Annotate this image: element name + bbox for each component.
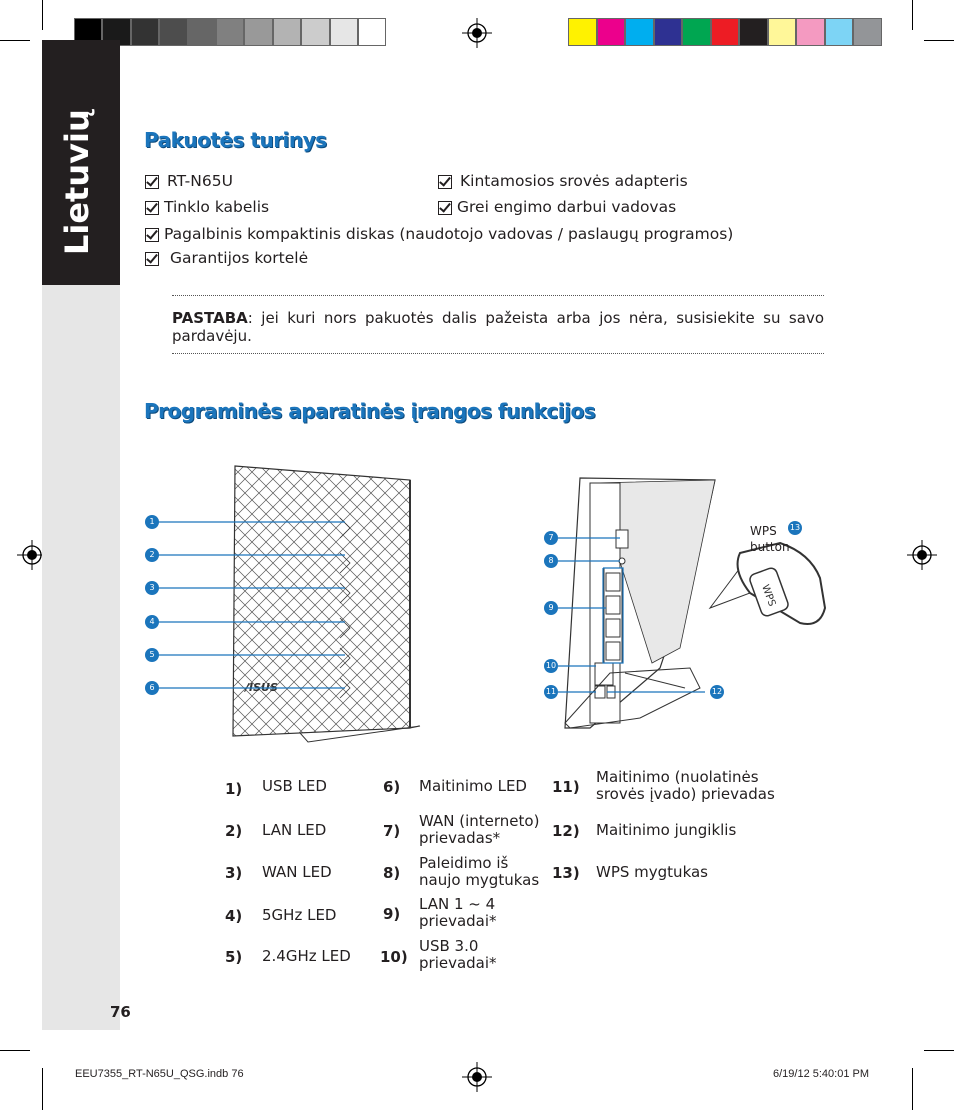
- callout-3: 3: [145, 581, 159, 595]
- crop-mark: [924, 40, 954, 41]
- legend-text: 2.4GHz LED: [262, 947, 351, 965]
- callout-7: 7: [544, 531, 558, 545]
- package-item: Tinklo kabelis: [145, 198, 269, 216]
- callout-10: 10: [544, 659, 558, 673]
- legend-number: 12): [552, 822, 580, 840]
- registration-mark-icon: [462, 18, 492, 48]
- legend-text: 5GHz LED: [262, 906, 337, 924]
- callout-8: 8: [544, 554, 558, 568]
- color-swatch: [768, 18, 797, 46]
- legend-text: USB 3.0 prievadai*: [419, 937, 497, 972]
- checkbox-checked-icon: [438, 201, 452, 215]
- color-swatch: [159, 18, 187, 46]
- router-front-view: [233, 466, 420, 742]
- legend-number: 1): [225, 780, 243, 798]
- callout-1: 1: [145, 515, 159, 529]
- checkbox-checked-icon: [438, 175, 452, 189]
- legend-number: 10): [380, 948, 408, 966]
- page-number: 76: [110, 1003, 131, 1021]
- color-swatch: [188, 18, 216, 46]
- color-swatch: [330, 18, 358, 46]
- crop-mark: [912, 0, 913, 30]
- registration-mark-icon: [462, 1062, 492, 1092]
- checkbox-checked-icon: [145, 201, 159, 215]
- footer-date: 6/19/12 5:40:01 PM: [773, 1068, 870, 1080]
- legend-number: 6): [383, 778, 401, 796]
- color-swatch: [131, 18, 159, 46]
- legend-number: 9): [383, 905, 401, 923]
- crop-mark: [912, 1068, 913, 1110]
- legend-text: LAN LED: [262, 821, 327, 839]
- color-swatch: [796, 18, 825, 46]
- note-divider: [172, 295, 824, 296]
- callout-6: 6: [145, 681, 159, 695]
- color-swatch: [654, 18, 683, 46]
- legend-number: 2): [225, 822, 243, 840]
- legend-text: WAN (interneto) prievadas*: [419, 812, 540, 847]
- router-back-view: [565, 478, 715, 728]
- legend-text: USB LED: [262, 777, 327, 795]
- crop-mark: [924, 1050, 954, 1051]
- color-swatch: [682, 18, 711, 46]
- legend-text: Paleidimo iš naujo mygtukas: [419, 854, 540, 889]
- legend-number: 5): [225, 948, 243, 966]
- wps-button-caption-line1: WPS: [750, 524, 777, 538]
- callout-5: 5: [145, 648, 159, 662]
- color-swatch: [825, 18, 854, 46]
- brand-logo: /ISUS: [245, 681, 278, 694]
- router-diagram: [140, 458, 830, 763]
- side-strip: [42, 285, 120, 1030]
- wps-button-label: WPS: [759, 583, 778, 608]
- callout-12: 12: [710, 685, 724, 699]
- package-item: Garantijos kortelė: [145, 249, 308, 267]
- callout-2: 2: [145, 548, 159, 562]
- section-title-package-contents: Pakuotės turinys: [144, 128, 327, 152]
- crop-mark: [42, 0, 43, 30]
- footer-file-name: EEU7355_RT-N65U_QSG.indb 76: [75, 1068, 244, 1080]
- legend-number: 4): [225, 907, 243, 925]
- note: PASTABA: jei kuri nors pakuotės dalis pažeista arba jos nėra, susisiekite su savo pardavėju.: [172, 309, 824, 345]
- legend-number: 7): [383, 822, 401, 840]
- legend-number: 11): [552, 778, 580, 796]
- color-swatch: [711, 18, 740, 46]
- crop-mark: [0, 1050, 30, 1051]
- legend-text: Maitinimo (nuolatinės srovės įvado) prievadas: [596, 768, 775, 803]
- legend-text: WAN LED: [262, 863, 332, 881]
- legend-text: Maitinimo jungiklis: [596, 821, 737, 839]
- callout-11: 11: [544, 685, 558, 699]
- legend-text: LAN 1 ~ 4 prievadai*: [419, 895, 497, 930]
- color-swatch: [597, 18, 626, 46]
- callout-13: 13: [788, 521, 802, 535]
- checkbox-checked-icon: [145, 228, 159, 242]
- package-item: Kintamosios srovės adapteris: [438, 172, 688, 190]
- callout-9: 9: [544, 601, 558, 615]
- crop-mark: [42, 1068, 43, 1110]
- checkbox-checked-icon: [145, 252, 159, 266]
- color-swatch: [739, 18, 768, 46]
- legend-number: 3): [225, 864, 243, 882]
- section-title-hardware-features: Programinės aparatinės įrangos funkcijos: [144, 399, 596, 423]
- color-swatch: [358, 18, 386, 46]
- note-divider: [172, 353, 824, 354]
- wps-button-caption-line2: button: [750, 540, 790, 554]
- language-tab-label: Lietuvių: [58, 109, 96, 255]
- color-swatch: [625, 18, 654, 46]
- color-swatch: [853, 18, 882, 46]
- checkbox-checked-icon: [145, 175, 159, 189]
- crop-mark: [0, 40, 30, 41]
- color-swatch: [216, 18, 244, 46]
- legend-number: 8): [383, 864, 401, 882]
- wps-magnified-view: [710, 543, 825, 624]
- package-item: Pagalbinis kompaktinis diskas (naudotojo vadovas / paslaugų programos): [145, 225, 733, 243]
- color-swatch: [301, 18, 329, 46]
- legend-text: WPS mygtukas: [596, 863, 708, 881]
- color-swatch: [568, 18, 597, 46]
- legend-text: Maitinimo LED: [419, 777, 527, 795]
- registration-mark-icon: [907, 540, 937, 570]
- package-item: RT-N65U: [145, 172, 233, 190]
- color-swatch: [273, 18, 301, 46]
- legend-number: 13): [552, 864, 580, 882]
- color-swatch: [244, 18, 272, 46]
- package-item: Grei engimo darbui vadovas: [438, 198, 676, 216]
- callout-4: 4: [145, 615, 159, 629]
